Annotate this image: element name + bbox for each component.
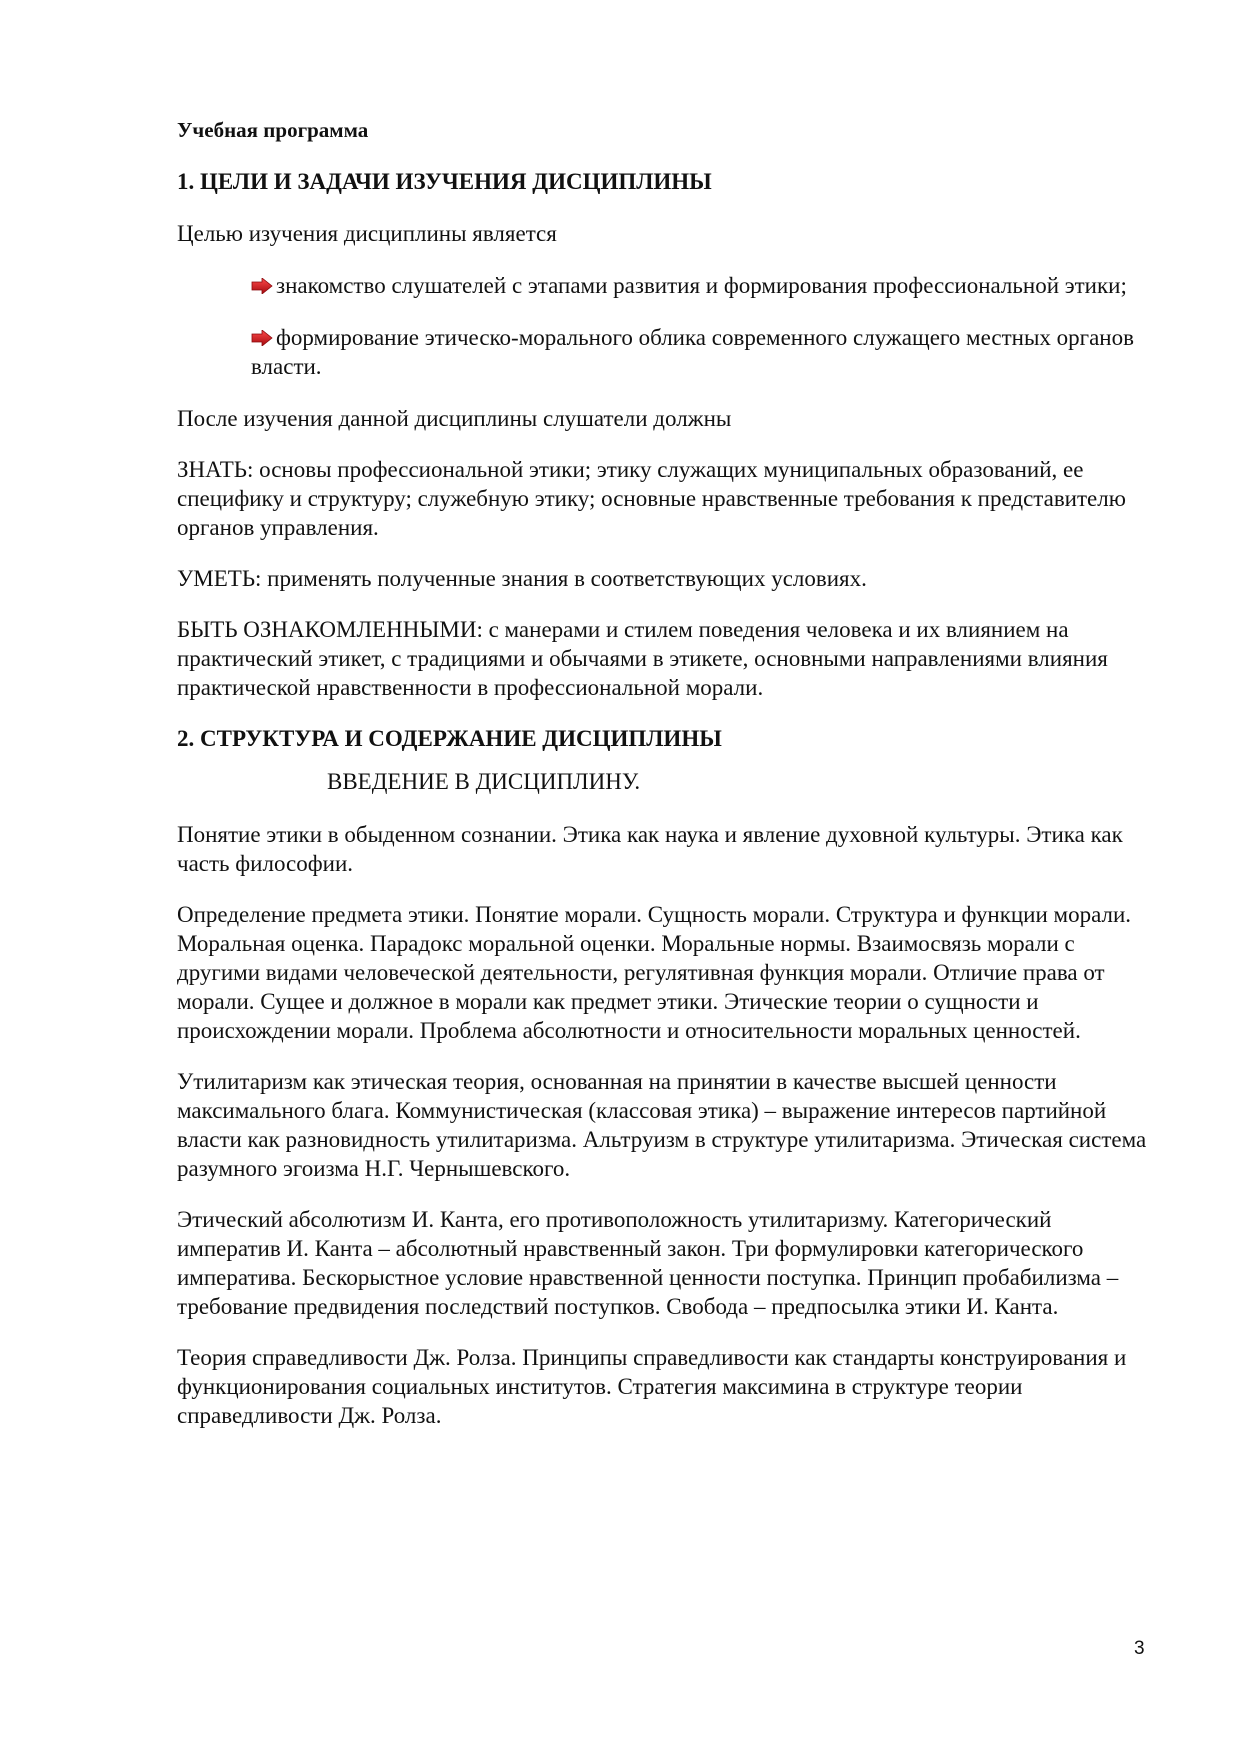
content-paragraph: Понятие этики в обыденном сознании. Этика как наука и явление духовной культуры. Этика как часть философии.: [177, 822, 1123, 876]
goal-bullet-text: знакомство слушателей с этапами развития и формирования профессиональной этики;: [276, 273, 1127, 298]
know-paragraph: ЗНАТЬ: основы профессиональной этики; этику служащих муниципальных образований, ее специфику и структуру; служебную этику; основные нравственные требования к представителю органов управления.: [177, 457, 1126, 540]
content-paragraph: Теория справедливости Дж. Ролза. Принципы справедливости как стандарты конструирования и функционирования социальных институтов. Стратегия максимина в структуре теории справедливости Дж. Ролза.: [177, 1345, 1127, 1428]
after-study-text: После изучения данной дисциплины слушатели должны: [177, 406, 732, 431]
red-arrow-icon: [251, 330, 273, 346]
subheading-introduction: ВВЕДЕНИЕ В ДИСЦИПЛИНУ.: [327, 769, 641, 794]
document-page: [177, 116, 1157, 1430]
content-paragraph: Этический абсолютизм И. Канта, его противоположность утилитаризму. Категорический императив И. Канта – абсолютный нравственный закон. Три формулировки категорического императива. Бескорыстное условие нравственной ценности поступка. Принцип пробабилизма – требование предвидения последствий поступков. Свобода – предпосылка этики И. Канта.: [177, 1207, 1119, 1319]
able-paragraph: УМЕТЬ: применять полученные знания в соответствующих условиях.: [177, 566, 867, 591]
acquainted-paragraph: БЫТЬ ОЗНАКОМЛЕННЫМИ: с манерами и стилем поведения человека и их влиянием на практический этикет, с традициями и обычаями в этикете, основными направлениями влияния практической нравственности в профессиональной морали.: [177, 617, 1108, 700]
page-number: 3: [1134, 1638, 1145, 1659]
red-arrow-icon: [251, 278, 273, 294]
document-title: Учебная программа: [177, 118, 369, 142]
section-heading-structure: 2. СТРУКТУРА И СОДЕРЖАНИЕ ДИСЦИПЛИНЫ: [177, 726, 722, 751]
content-paragraph: Утилитаризм как этическая теория, основанная на принятии в качестве высшей ценности максимального блага. Коммунистическая (классовая этика) – выражение интересов партийной власти как разновидность утилитаризма. Альтруизм в структуре утилитаризма. Этическая система разумного эгоизма Н.Г. Чернышевского.: [177, 1069, 1147, 1181]
goal-bullet: [251, 323, 1157, 381]
content-paragraph: Определение предмета этики. Понятие морали. Сущность морали. Структура и функции морали. Моральная оценка. Парадокс моральной оценки. Моральные нормы. Взаимосвязь морали с другими видами человеческой деятельности, регулятивная функция морали. Отличие права от морали. Сущее и должное в морали как предмет этики. Этические теории о сущности и происхождении морали. Проблема абсолютности и относительности моральных ценностей.: [177, 902, 1132, 1043]
goal-bullet-text: формирование этическо-морального облика современного служащего местных органов власти.: [251, 325, 1134, 379]
section-heading-goals: 1. ЦЕЛИ И ЗАДАЧИ ИЗУЧЕНИЯ ДИСЦИПЛИНЫ: [177, 169, 712, 194]
goal-bullet: [251, 271, 1157, 300]
goals-intro: Целью изучения дисциплины является: [177, 221, 557, 246]
